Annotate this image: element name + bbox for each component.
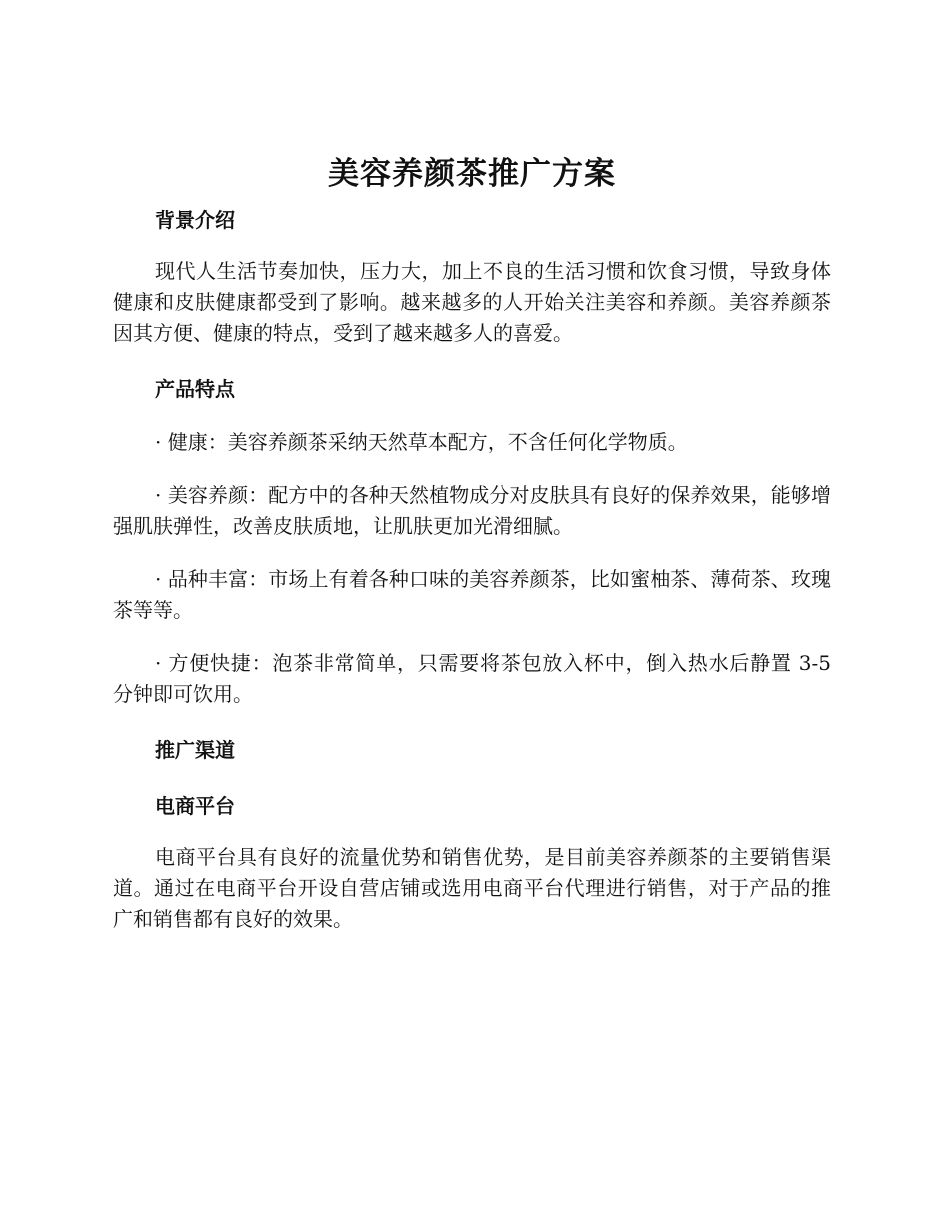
spacer [113, 766, 831, 790]
spacer [113, 236, 831, 256]
spacer [113, 626, 831, 648]
spacer [113, 710, 831, 734]
spacer [113, 458, 831, 480]
spacer [113, 405, 831, 427]
section-heading-ecommerce: 电商平台 [155, 794, 235, 818]
spacer [113, 542, 831, 564]
feature-item-convenience: · 方便快捷：泡茶非常简单，只需要将茶包放入杯中，倒入热水后静置 3-5 分钟即可饮用。 [113, 651, 831, 706]
feature-item-health: · 健康：美容养颜茶采纳天然草本配方，不含任何化学物质。 [155, 430, 688, 454]
background-paragraph: 现代人生活节奏加快，压力大，加上不良的生活习惯和饮食习惯，导致身体健康和皮肤健康都受到了影响。越来越多的人开始关注美容和养颜。美容养颜茶因其方便、健康的特点，受到了越来越多人的喜爱。 [113, 259, 831, 345]
spacer [113, 349, 831, 373]
feature-item-beauty: · 美容养颜：配方中的各种天然植物成分对皮肤具有良好的保养效果，能够增强肌肤弹性，改善皮肤质地，让肌肤更加光滑细腻。 [113, 483, 831, 538]
section-heading-background: 背景介绍 [155, 208, 235, 232]
feature-item-variety: · 品种丰富：市场上有着各种口味的美容养颜茶，比如蜜柚茶、薄荷茶、玫瑰茶等等。 [113, 567, 831, 622]
document-body [113, 148, 831, 935]
section-heading-features: 产品特点 [155, 377, 235, 401]
section-heading-channels: 推广渠道 [155, 738, 235, 762]
spacer [113, 822, 831, 842]
ecommerce-paragraph: 电商平台具有良好的流量优势和销售优势，是目前美容养颜茶的主要销售渠道。通过在电商平台开设自营店铺或选用电商平台代理进行销售，对于产品的推广和销售都有良好的效果。 [113, 845, 831, 931]
document-title: 美容养颜茶推广方案 [328, 156, 616, 192]
